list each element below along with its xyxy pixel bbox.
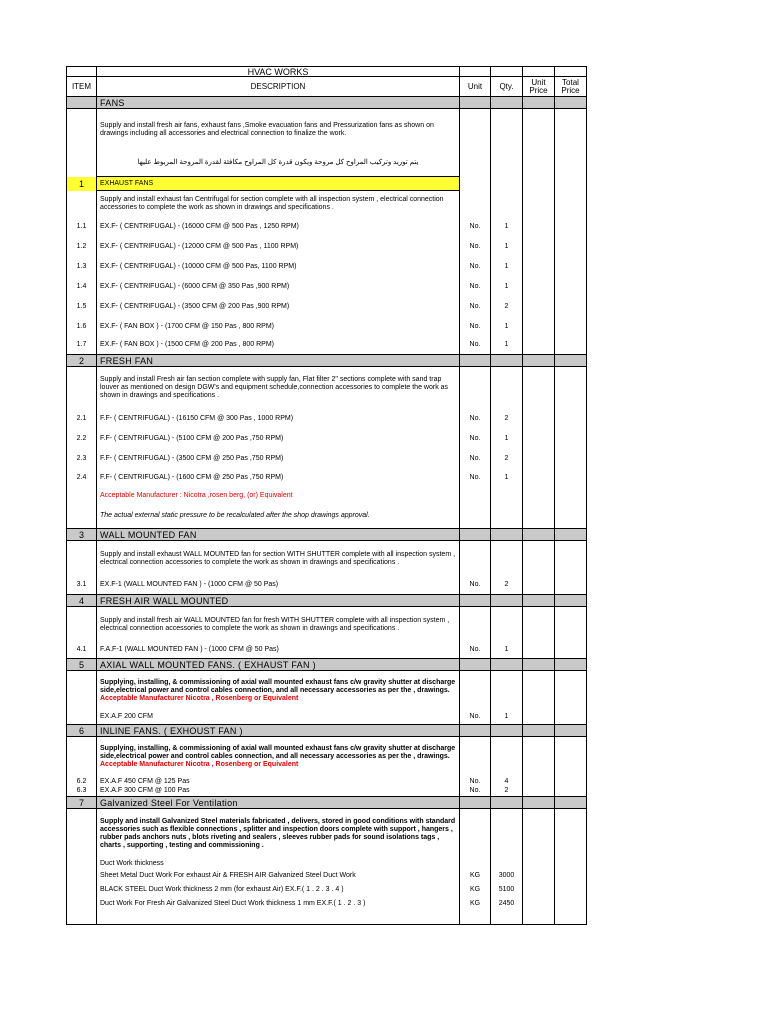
table-row (67, 869, 587, 883)
item-unit: No. (460, 787, 491, 797)
item-total-price (555, 809, 587, 859)
acceptable-manufacturer-note: Acceptable Manufacturer Nicotra , Rosenberg or Equivalent (100, 694, 299, 702)
item-unit (460, 859, 491, 869)
item-qty (491, 911, 523, 925)
item-description: Supply and install fresh air fans, exhaust fans ,Smoke evacuation fans and Pressurization fans as shown on drawings including all accessories and electrical connection to finalize the work. (97, 109, 460, 151)
table-row (67, 317, 587, 337)
item-unit-price (523, 177, 555, 191)
item-description: Duct Work For Fresh Air Galvanized Steel Duct Work thickness 1 mm EX.F.( 1 . 2 . 3 ) (97, 897, 460, 911)
item-description: F.A.F-1 (WALL MOUNTED FAN ) - (1000 CFM @ 50 Pas) (97, 643, 460, 659)
item-number (67, 711, 97, 725)
item-number: 1.1 (67, 217, 97, 237)
item-description: FANS (97, 97, 460, 109)
item-description: EX.F- ( FAN BOX ) - (1700 CFM @ 150 Pas , 800 RPM) (97, 317, 460, 337)
item-qty (491, 859, 523, 869)
item-unit-price (523, 725, 555, 737)
table-row (67, 277, 587, 297)
item-qty: 2 (491, 787, 523, 797)
acceptable-manufacturer-note: Acceptable Manufacturer Nicotra , Rosenberg or Equivalent (100, 760, 299, 768)
item-unit: No. (460, 429, 491, 449)
item-qty (491, 109, 523, 151)
item-unit: No. (460, 317, 491, 337)
item-qty: 1 (491, 643, 523, 659)
item-number (67, 897, 97, 911)
item-description (97, 737, 460, 777)
item-unit (460, 529, 491, 541)
item-unit (460, 487, 491, 505)
item-description: AXIAL WALL MOUNTED FANS. ( EXHAUST FAN ) (97, 659, 460, 671)
item-unit: No. (460, 577, 491, 595)
item-unit-price (523, 897, 555, 911)
item-description: Duct Work thickness (97, 859, 460, 869)
item-qty (491, 487, 523, 505)
item-number (67, 109, 97, 151)
item-number (67, 911, 97, 925)
item-number: 4 (67, 595, 97, 607)
item-total-price (555, 777, 587, 787)
item-unit-price (523, 257, 555, 277)
item-description: The actual external static pressure to be recalculated after the shop drawings approval. (97, 505, 460, 529)
item-total-price (555, 217, 587, 237)
item-total-price (555, 367, 587, 409)
table-row (67, 367, 587, 409)
title-spacer (460, 67, 491, 77)
item-qty: 1 (491, 257, 523, 277)
item-total-price (555, 109, 587, 151)
item-unit-price (523, 237, 555, 257)
item-unit (460, 809, 491, 859)
item-unit: No. (460, 711, 491, 725)
item-total-price (555, 355, 587, 367)
table-row (67, 577, 587, 595)
item-unit: No. (460, 777, 491, 787)
item-unit-price (523, 97, 555, 109)
item-qty: 4 (491, 777, 523, 787)
item-total-price (555, 643, 587, 659)
boq-table (66, 66, 587, 925)
item-unit (460, 541, 491, 577)
header-unit: Unit (460, 77, 491, 97)
item-description: Supply and install Galvanized Steel materials fabricated , delivers, stored in good conditions with standard accessories such as flexible connections , splitter and inspection doors complete with support , hangers , rubber pads anchors nuts , blots riveting and sealers , sleeves rubber pads for sound isolations tags , charts , supporting , testing and commissioning . (97, 809, 460, 859)
table-row (67, 541, 587, 577)
item-description: EX.F- ( CENTRIFUGAL) - (6000 CFM @ 350 Pas ,900 RPM) (97, 277, 460, 297)
item-qty: 1 (491, 317, 523, 337)
item-total-price (555, 449, 587, 469)
item-number (67, 869, 97, 883)
item-description: EX.F- ( FAN BOX ) - (1500 CFM @ 200 Pas , 800 RPM) (97, 337, 460, 355)
item-qty (491, 725, 523, 737)
item-description: EX.F- ( CENTRIFUGAL) - (16000 CFM @ 500 Pas , 1250 RPM) (97, 217, 460, 237)
item-total-price (555, 337, 587, 355)
item-number: 1 (67, 177, 97, 191)
item-unit-price (523, 337, 555, 355)
item-number: 2.1 (67, 409, 97, 429)
item-total-price (555, 317, 587, 337)
table-row (67, 897, 587, 911)
item-total-price (555, 797, 587, 809)
description-text: Supplying, installing, & commissioning of axial wall mounted exhaust fans c/w gravity shutter at discharge side,electrical power and control cables connection, and all necessary accessories as per the , drawings. (100, 678, 456, 694)
table-row (67, 859, 587, 869)
item-description: EXHAUST FANS (97, 177, 460, 191)
table-row (67, 469, 587, 487)
header-total-price: Total Price (555, 77, 587, 97)
item-qty: 1 (491, 237, 523, 257)
item-unit-price (523, 151, 555, 177)
item-unit (460, 797, 491, 809)
item-total-price (555, 429, 587, 449)
item-number: 6.2 (67, 777, 97, 787)
item-unit-price (523, 449, 555, 469)
item-unit (460, 109, 491, 151)
item-unit-price (523, 809, 555, 859)
item-number: 6 (67, 725, 97, 737)
item-total-price (555, 257, 587, 277)
item-unit (460, 97, 491, 109)
item-description: INLINE FANS. ( EXHOUST FAN ) (97, 725, 460, 737)
table-row (67, 97, 587, 109)
table-row (67, 355, 587, 367)
table-row (67, 737, 587, 777)
item-unit (460, 911, 491, 925)
item-number: 1.3 (67, 257, 97, 277)
item-unit-price (523, 859, 555, 869)
table-row (67, 109, 587, 151)
item-description: FRESH FAN (97, 355, 460, 367)
item-total-price (555, 97, 587, 109)
item-qty: 1 (491, 337, 523, 355)
item-description: EX.A.F 200 CFM (97, 711, 460, 725)
item-description (97, 671, 460, 711)
item-unit-price (523, 297, 555, 317)
item-total-price (555, 607, 587, 643)
item-qty: 5100 (491, 883, 523, 897)
item-number: 1.5 (67, 297, 97, 317)
item-unit-price (523, 607, 555, 643)
item-total-price (555, 897, 587, 911)
table-row (67, 787, 587, 797)
item-description: EX.F- ( CENTRIFUGAL) - (3500 CFM @ 200 Pas ,900 RPM) (97, 297, 460, 317)
item-unit-price (523, 671, 555, 711)
table-row (67, 595, 587, 607)
header-description: DESCRIPTION (97, 77, 460, 97)
item-number: 1.4 (67, 277, 97, 297)
item-description: F.F- ( CENTRIFUGAL) - (1600 CFM @ 250 Pas ,750 RPM) (97, 469, 460, 487)
table-row (67, 725, 587, 737)
item-unit-price (523, 317, 555, 337)
table-row (67, 449, 587, 469)
item-total-price (555, 869, 587, 883)
item-qty: 2 (491, 409, 523, 429)
table-row (67, 607, 587, 643)
item-unit (460, 737, 491, 777)
item-unit: No. (460, 643, 491, 659)
item-description: WALL MOUNTED FAN (97, 529, 460, 541)
item-unit (460, 367, 491, 409)
item-unit-price (523, 355, 555, 367)
item-total-price (555, 277, 587, 297)
item-qty: 1 (491, 429, 523, 449)
item-unit-price (523, 711, 555, 725)
page-title: HVAC WORKS (97, 67, 460, 77)
table-row (67, 777, 587, 787)
item-total-price (555, 541, 587, 577)
item-number (67, 809, 97, 859)
table-row (67, 151, 587, 177)
item-qty (491, 529, 523, 541)
item-description: EX.F- ( CENTRIFUGAL) - (12000 CFM @ 500 Pas , 1100 RPM) (97, 237, 460, 257)
item-number: 3.1 (67, 577, 97, 595)
item-unit: No. (460, 257, 491, 277)
item-unit: No. (460, 277, 491, 297)
item-number: 1.7 (67, 337, 97, 355)
item-total-price (555, 725, 587, 737)
table-row (67, 711, 587, 725)
item-total-price (555, 297, 587, 317)
item-number (67, 737, 97, 777)
item-qty (491, 367, 523, 409)
item-unit (460, 151, 491, 177)
item-qty: 1 (491, 217, 523, 237)
title-spacer (491, 67, 523, 77)
item-unit (460, 177, 491, 191)
item-number (67, 151, 97, 177)
item-qty: 1 (491, 469, 523, 487)
item-unit: No. (460, 469, 491, 487)
item-unit-price (523, 883, 555, 897)
item-total-price (555, 409, 587, 429)
item-unit: No. (460, 337, 491, 355)
item-unit-price (523, 595, 555, 607)
item-qty (491, 151, 523, 177)
item-number: 2.2 (67, 429, 97, 449)
item-unit-price (523, 191, 555, 217)
table-row (67, 297, 587, 317)
item-qty: 2 (491, 297, 523, 317)
item-unit (460, 355, 491, 367)
item-unit-price (523, 643, 555, 659)
item-number (67, 883, 97, 897)
item-number: 6.3 (67, 787, 97, 797)
description-text: Supplying, installing, & commissioning of axial wall mounted exhaust fans c/w gravity shutter at discharge side,electrical power and control cables connection, and all necessary accessories as per the , drawings. (100, 744, 456, 760)
item-number: 5 (67, 659, 97, 671)
item-description (97, 911, 460, 925)
item-description: F.F- ( CENTRIFUGAL) - (3500 CFM @ 250 Pas ,750 RPM) (97, 449, 460, 469)
item-total-price (555, 671, 587, 711)
item-unit-price (523, 737, 555, 777)
item-unit-price (523, 787, 555, 797)
table-row (67, 797, 587, 809)
item-unit: No. (460, 297, 491, 317)
item-qty (491, 177, 523, 191)
item-unit-price (523, 541, 555, 577)
item-total-price (555, 911, 587, 925)
item-unit-price (523, 797, 555, 809)
item-total-price (555, 859, 587, 869)
item-qty (491, 355, 523, 367)
header-unit-price: Unit Price (523, 77, 555, 97)
item-unit: KG (460, 897, 491, 911)
title-spacer (555, 67, 587, 77)
item-unit-price (523, 505, 555, 529)
item-number: 1.2 (67, 237, 97, 257)
item-unit: No. (460, 217, 491, 237)
item-total-price (555, 529, 587, 541)
item-unit-price (523, 469, 555, 487)
header-qty: Qty. (491, 77, 523, 97)
item-number (67, 97, 97, 109)
table-row (67, 257, 587, 277)
item-unit-price (523, 869, 555, 883)
item-qty: 3000 (491, 869, 523, 883)
table-row (67, 429, 587, 449)
item-qty: 2 (491, 577, 523, 595)
item-unit-price (523, 367, 555, 409)
item-total-price (555, 191, 587, 217)
item-total-price (555, 487, 587, 505)
item-number: 3 (67, 529, 97, 541)
item-unit-price (523, 429, 555, 449)
item-unit (460, 725, 491, 737)
table-row (67, 217, 587, 237)
item-unit (460, 671, 491, 711)
item-number: 2 (67, 355, 97, 367)
item-total-price (555, 787, 587, 797)
item-qty (491, 671, 523, 711)
item-unit-price (523, 277, 555, 297)
header-item: ITEM (67, 77, 97, 97)
item-description: Supply and install exhaust WALL MOUNTED fan for section WITH SHUTTER complete with all inspection system , electrical connection accessories to complete the work as shown in drawings and specifications . (97, 541, 460, 577)
item-unit-price (523, 529, 555, 541)
item-qty: 1 (491, 277, 523, 297)
item-description: يتم توريد وتركيب المراوح كل مروحة ويكون قدرة كل المراوح مكافئة لقدرة المروحة المربوط عليها (97, 151, 460, 177)
item-description: F.F- ( CENTRIFUGAL) - (5100 CFM @ 200 Pas ,750 RPM) (97, 429, 460, 449)
item-description: Supply and install fresh air WALL MOUNTED fan for fresh WITH SHUTTER complete with all inspection system , electrical connection accessories to complete the work as shown in drawings and specifications . (97, 607, 460, 643)
table-row (67, 911, 587, 925)
item-number (67, 541, 97, 577)
item-description: FRESH AIR WALL MOUNTED (97, 595, 460, 607)
item-qty: 1 (491, 711, 523, 725)
item-number (67, 859, 97, 869)
item-description: Sheet Metal Duct Work For exhaust Air & FRESH AIR Galvanized Steel Duct Work (97, 869, 460, 883)
item-unit: KG (460, 869, 491, 883)
item-total-price (555, 237, 587, 257)
item-description: Acceptable Manufacturer : Nicotra ,rosen berg, (or) Equivalent (97, 487, 460, 505)
title-spacer (67, 67, 97, 77)
item-qty (491, 737, 523, 777)
item-unit (460, 191, 491, 217)
item-unit-price (523, 777, 555, 787)
item-number (67, 671, 97, 711)
table-row (67, 409, 587, 429)
title-spacer (523, 67, 555, 77)
item-description: EX.A.F 450 CFM @ 125 Pas (97, 777, 460, 787)
item-total-price (555, 659, 587, 671)
item-number: 2.3 (67, 449, 97, 469)
item-unit-price (523, 409, 555, 429)
item-qty (491, 607, 523, 643)
item-number: 4.1 (67, 643, 97, 659)
item-total-price (555, 577, 587, 595)
item-unit-price (523, 911, 555, 925)
item-description: EX.F- ( CENTRIFUGAL) - (10000 CFM @ 500 Pas, 1100 RPM) (97, 257, 460, 277)
item-number (67, 487, 97, 505)
item-number: 7 (67, 797, 97, 809)
item-description: Supply and install Fresh air fan section complete with supply fan, Flat filter 2" sections complete with sand trap louver as mentioned on design DGW's and equipment schedule,connection accessories to complete the work as shown in drawings and specifications . (97, 367, 460, 409)
table-row (67, 191, 587, 217)
table-row (67, 505, 587, 529)
table-row (67, 671, 587, 711)
item-unit: No. (460, 237, 491, 257)
item-qty (491, 97, 523, 109)
item-qty (491, 505, 523, 529)
item-unit-price (523, 487, 555, 505)
item-unit-price (523, 659, 555, 671)
item-unit-price (523, 577, 555, 595)
item-qty (491, 541, 523, 577)
item-description: EX.A.F 300 CFM @ 100 Pas (97, 787, 460, 797)
item-description: EX.F-1 (WALL MOUNTED FAN ) - (1000 CFM @ 50 Pas) (97, 577, 460, 595)
item-qty (491, 595, 523, 607)
item-unit-price (523, 217, 555, 237)
item-total-price (555, 883, 587, 897)
item-unit (460, 505, 491, 529)
item-total-price (555, 595, 587, 607)
item-number (67, 607, 97, 643)
item-description: F.F- ( CENTRIFUGAL) - (16150 CFM @ 300 Pas , 1000 RPM) (97, 409, 460, 429)
item-total-price (555, 505, 587, 529)
item-unit: No. (460, 409, 491, 429)
item-qty (491, 659, 523, 671)
table-row (67, 643, 587, 659)
table-row (67, 809, 587, 859)
item-unit (460, 607, 491, 643)
item-qty: 2450 (491, 897, 523, 911)
item-total-price (555, 177, 587, 191)
item-number (67, 505, 97, 529)
item-description: Supply and install exhaust fan Centrifugal for section complete with all inspection system , electrical connection accessories to complete the work as shown in drawings and specifications . (97, 191, 460, 217)
item-description: BLACK STEEL Duct Work thickness 2 mm (for exhaust Air) EX.F.( 1 . 2 . 3 . 4 ) (97, 883, 460, 897)
item-number (67, 191, 97, 217)
item-total-price (555, 151, 587, 177)
item-qty (491, 191, 523, 217)
item-unit (460, 595, 491, 607)
item-number (67, 367, 97, 409)
table-row (67, 237, 587, 257)
table-row (67, 177, 587, 191)
item-qty: 2 (491, 449, 523, 469)
item-unit-price (523, 109, 555, 151)
item-unit: KG (460, 883, 491, 897)
item-number: 2.4 (67, 469, 97, 487)
item-number: 1.6 (67, 317, 97, 337)
item-unit (460, 659, 491, 671)
table-row (67, 487, 587, 505)
table-row (67, 883, 587, 897)
table-row (67, 659, 587, 671)
item-total-price (555, 737, 587, 777)
table-row (67, 529, 587, 541)
item-qty (491, 797, 523, 809)
item-total-price (555, 469, 587, 487)
item-qty (491, 809, 523, 859)
item-total-price (555, 711, 587, 725)
table-row (67, 337, 587, 355)
item-description: Galvanized Steel For Ventilation (97, 797, 460, 809)
item-unit: No. (460, 449, 491, 469)
